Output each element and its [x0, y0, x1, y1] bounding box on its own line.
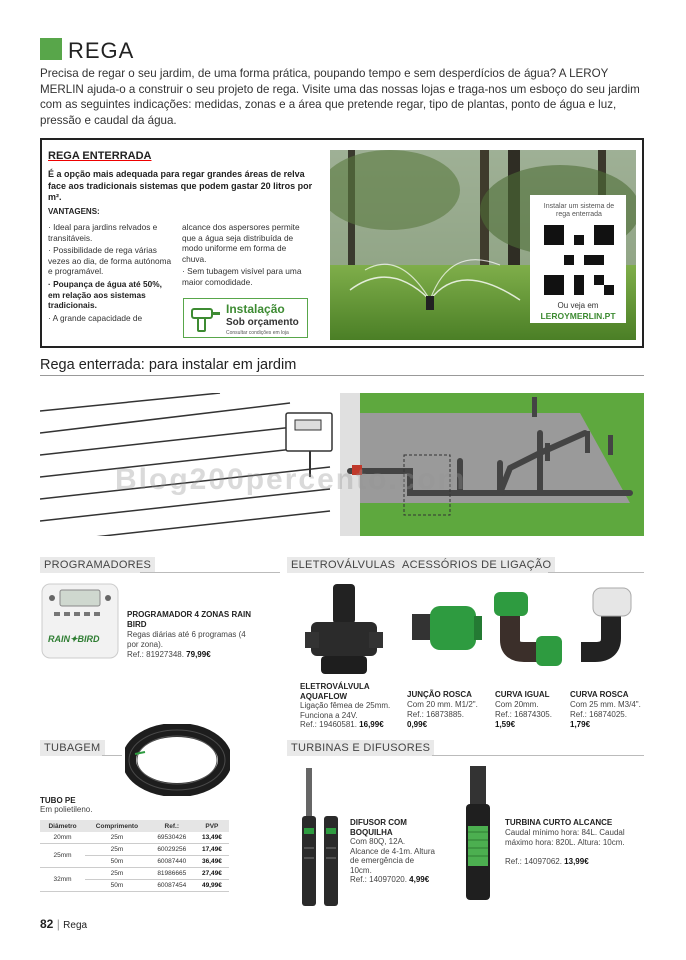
category-divider [432, 755, 644, 756]
eletrovalvula-ref [300, 720, 384, 730]
cell-diameter: 32mm [40, 868, 85, 892]
controller-image [40, 582, 120, 660]
advantage-item: · Sem tubagem visível para uma maior comodidade. [182, 266, 302, 287]
tubo-price-table [40, 820, 229, 892]
category-turbinas: TURBINAS E DIFUSORES [287, 740, 434, 756]
section-marker [40, 38, 62, 60]
curva-igual-ref [495, 710, 565, 729]
qr-panel [530, 195, 626, 323]
table-row [40, 832, 229, 844]
page-title: REGA [68, 38, 135, 63]
cell-ref: 81986665 [149, 868, 195, 880]
difusor-name: DIFUSOR COM BOQUILHA [350, 818, 407, 837]
ref-code: Ref.: 14097062. [505, 857, 562, 866]
difusor-ref [350, 875, 429, 885]
ref-code: Ref.: 16873885. [407, 710, 464, 719]
table-row [40, 844, 229, 856]
cell-length: 50m [85, 856, 149, 868]
qr-caption: Instalar um sistema de rega enterrada [543, 203, 615, 218]
advantages-label: VANTAGENS: [48, 207, 100, 216]
elbow-thread-image [575, 586, 635, 666]
price: 1,79€ [570, 719, 591, 729]
tubo-name: TUBO PE [40, 796, 76, 805]
intro-text: Precisa de regar o seu jardim, de uma forma prática, poupando tempo e sem desperdícios de água? A LEROY MERLIN ajuda-o a construir o seu projeto de rega. Visite uma das nossas lojas e traga-nos um esboço do seu jardim com as seguintes indicações: medidas, zonas e a área que pretende regar, tipo de plantas, ponto de água e luz, pressão e caudal da água. [40, 67, 640, 127]
cell-length: 50m [85, 880, 149, 892]
ref-code: Ref.: 19460581. [300, 720, 357, 729]
junction-image [410, 598, 484, 658]
ref-code: Ref.: 16874305. [495, 710, 552, 719]
footer-section: Rega [63, 920, 88, 931]
column-header: Diâmetro [40, 820, 85, 832]
qr-site-link[interactable]: LEROYMERLIN.PT [540, 311, 616, 321]
table-header-row [40, 820, 229, 832]
cell-price: 49,99€ [195, 880, 229, 892]
qr-or-see: Ou veja em [557, 301, 599, 310]
advantages-col-2 [182, 222, 310, 290]
cell-diameter: 25mm [40, 844, 85, 868]
juncao-desc: Com 20 mm. M1/2". [407, 700, 478, 709]
cell-length: 25m [85, 844, 149, 856]
elbow-image [490, 590, 566, 666]
category-programadores: PROGRAMADORES [40, 557, 155, 573]
installation-badge [183, 298, 308, 338]
cell-diameter: 20mm [40, 832, 85, 844]
price: 1,59€ [495, 719, 516, 729]
curva-rosca-name: CURVA ROSCA [570, 690, 629, 699]
ref-code: Ref.: 14097020. [350, 875, 407, 884]
turbina-desc: Caudal mínimo hora: 84L. Caudal máximo hora: 820L. Altura: 10cm. [505, 828, 625, 847]
price: 0,99€ [407, 719, 428, 729]
curva-igual-name: CURVA IGUAL [495, 690, 550, 699]
programador-desc: Regas diárias até 6 programas (4 por zona). [127, 630, 246, 649]
price: 13,99€ [564, 857, 589, 866]
price: 4,99€ [409, 875, 430, 884]
qr-code-icon[interactable] [544, 225, 614, 295]
cell-price: 13,49€ [195, 832, 229, 844]
cell-ref: 60087454 [149, 880, 195, 892]
valve-image [303, 582, 385, 677]
column-header: PVP [195, 820, 229, 832]
table-row [40, 868, 229, 880]
cell-ref: 69530426 [149, 832, 195, 844]
section-divider [40, 375, 644, 376]
page-number: 82 [40, 917, 54, 931]
column-header: Comprimento [85, 820, 149, 832]
difusor-desc: Com 80Q, 12A. Alcance de 4-1m. Altura de emergência de 10cm. [350, 837, 435, 875]
column-header: Ref.: [149, 820, 195, 832]
ref-code: Ref.: 16874025. [570, 710, 627, 719]
cell-ref: 60087440 [149, 856, 195, 868]
turbina-ref [505, 857, 589, 867]
category-acessorios: ACESSÓRIOS DE LIGAÇÃO [398, 557, 555, 573]
diffuser-image [300, 768, 344, 908]
juncao-ref [407, 710, 487, 729]
cell-ref: 60029256 [149, 844, 195, 856]
category-divider [548, 572, 644, 573]
programador-name: PROGRAMADOR 4 ZONAS RAIN BIRD [127, 610, 252, 629]
price: 16,99€ [359, 720, 384, 729]
eletrovalvula-desc: Ligação fêmea de 25mm. Funciona a 24V. [300, 701, 391, 720]
advantage-item: · Possibilidade de rega várias vezes ao dia, de forma autónoma e programável. [48, 245, 172, 277]
turbina-name: TURBINA CURTO ALCANCE [505, 818, 613, 827]
section-title: Rega enterrada: para instalar em jardim [40, 357, 297, 373]
brand-logo: RAIN✦BIRD [48, 634, 100, 644]
page-footer: 82 | Rega [40, 917, 88, 931]
programador-ref [127, 650, 211, 660]
cell-length: 25m [85, 832, 149, 844]
curva-rosca-desc: Com 25 mm. M3/4". [570, 700, 641, 709]
watermark: Blog200percento.com [115, 463, 467, 496]
juncao-name: JUNÇÃO ROSCA [407, 690, 472, 699]
box-title: REGA ENTERRADA [48, 150, 152, 162]
price: 79,99€ [186, 650, 211, 659]
cell-length: 25m [85, 868, 149, 880]
tubo-desc: Em polietileno. [40, 805, 93, 814]
curva-rosca-ref [570, 710, 644, 729]
category-divider [102, 755, 122, 756]
category-eletrovalvulas: ELETROVÁLVULAS [287, 557, 399, 573]
eletrovalvula-name: ELETROVÁLVULA AQUAFLOW [300, 682, 370, 701]
cell-price: 27,49€ [195, 868, 229, 880]
box-lead: É a opção mais adequada para regar grandes áreas de relva face aos tradicionais sistemas que podem gastar 20 litros por m². [48, 169, 313, 202]
installation-title: Instalação [226, 302, 285, 316]
installation-note: Consultar condições em loja [226, 330, 289, 336]
cell-price: 17,49€ [195, 844, 229, 856]
drill-icon [190, 304, 222, 334]
advantage-item: · A grande capacidade de [48, 312, 143, 323]
category-divider [140, 572, 280, 573]
advantage-item: · Ideal para jardins relvados e transitáveis. [48, 222, 158, 243]
cell-price: 36,49€ [195, 856, 229, 868]
hose-coil-image [125, 724, 230, 796]
turbine-image [460, 766, 496, 902]
advantage-item: alcance dos aspersores permite que a água seja distribuída de modo uniforme em forma de chuva. [182, 222, 300, 264]
installation-subtitle: Sob orçamento [226, 317, 299, 328]
ref-code: Ref.: 81927348. [127, 650, 184, 659]
advantage-item: · Poupança de água até 50%, em relação aos sistemas tradicionais. [48, 278, 162, 311]
curva-igual-desc: Com 20mm. [495, 700, 539, 709]
category-tubagem: TUBAGEM [40, 740, 105, 756]
advantages-col-1 [48, 222, 176, 325]
